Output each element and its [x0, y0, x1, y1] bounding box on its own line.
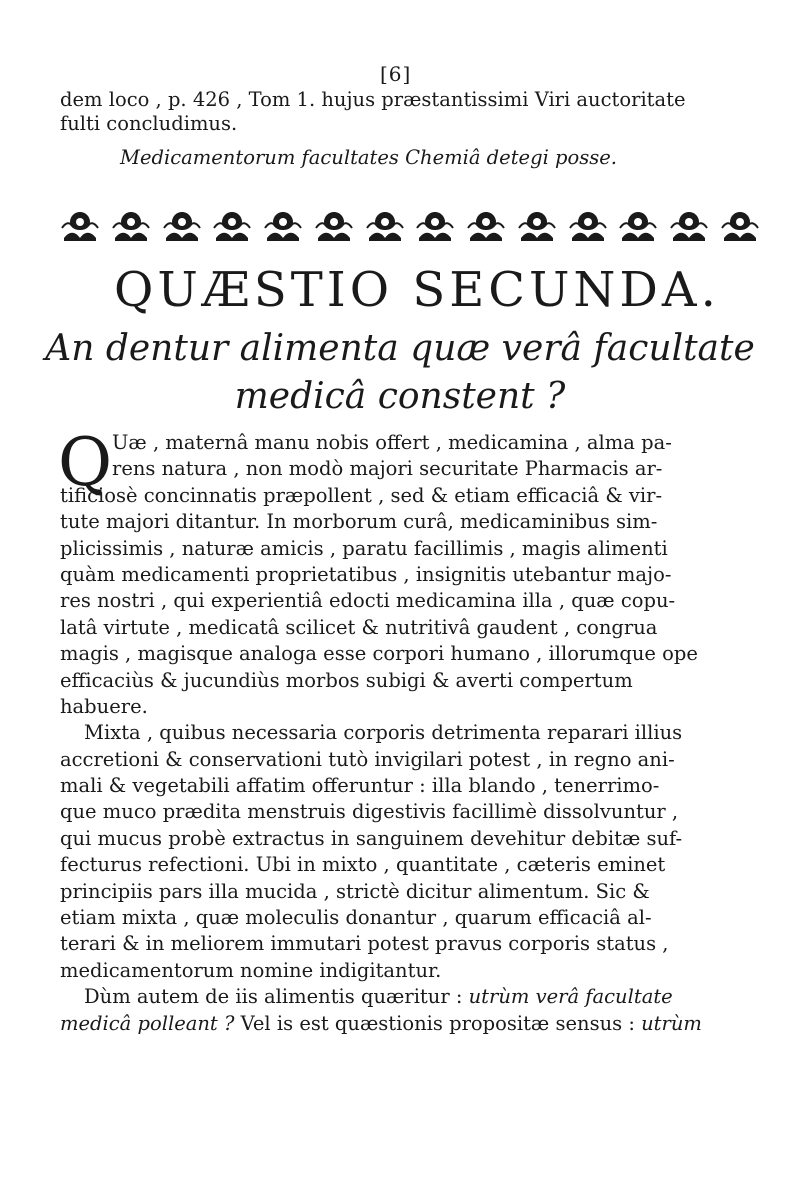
- text-line: que muco prædita menstruis digestivis facillimè dissolvuntur ,: [60, 800, 679, 824]
- printers-fleuron-icon: [415, 208, 455, 244]
- text-run-italic: medicâ polleant ?: [60, 1011, 235, 1035]
- printers-fleuron-icon: [365, 208, 405, 244]
- text-line: [60, 984, 760, 1010]
- printers-fleuron-icon: [212, 208, 252, 244]
- printers-fleuron-icon: [162, 208, 202, 244]
- question-subtitle: medicâ constent ?: [234, 376, 566, 417]
- text-line: rens natura , non modò majori securitate Pharmacis ar-: [112, 457, 663, 481]
- printers-fleuron-icon: [618, 208, 658, 244]
- text-line: medicamentorum nomine indigitantur.: [60, 958, 442, 982]
- printers-fleuron-icon: [517, 208, 557, 244]
- printers-fleuron-icon: [466, 208, 506, 244]
- text-line: tificiosè concinnatis præpollent , sed & etiam efficaciâ & vir-: [60, 483, 663, 507]
- text-run-italic: utrùm verâ facultate: [468, 985, 673, 1009]
- text-run: Dùm autem de iis alimentis quæritur :: [84, 985, 469, 1009]
- printers-fleuron-icon: [314, 208, 354, 244]
- printers-fleuron-icon: [720, 208, 760, 244]
- printers-fleuron-icon: [263, 208, 303, 244]
- text-line: mali & vegetabili affatim offeruntur : illa blando , tenerrimo-: [60, 774, 660, 798]
- carry-over-line: dem loco , p. 426 , Tom 1. hujus præstantissimi Viri auctoritate: [60, 88, 686, 111]
- closing-line: Medicamentorum facultates Chemiâ detegi posse.: [120, 146, 617, 169]
- text-line: etiam mixta , quæ moleculis donantur , quarum efficaciâ al-: [60, 906, 652, 930]
- text-line: fecturus refectioni. Ubi in mixto , quantitate , cæteris eminet: [60, 853, 666, 877]
- text-line: tute majori ditantur. In morborum curâ, medicaminibus sim-: [60, 510, 658, 534]
- carry-over-line: fulti concludimus.: [60, 112, 238, 135]
- text-line: efficaciùs & jucundiùs morbos subigi & averti compertum: [60, 668, 633, 692]
- question-title: QUÆSTIO SECUNDA.: [114, 262, 720, 318]
- text-run-italic: utrùm: [641, 1011, 702, 1035]
- text-line: accretioni & conservationi tutò invigilari potest , in regno ani-: [60, 747, 675, 771]
- text-line: qui mucus probè extractus in sanguinem devehitur debitæ suf-: [60, 826, 683, 850]
- drop-cap: Q: [58, 424, 113, 501]
- text-line: quàm medicamenti proprietatibus , insignitis utebantur majo-: [60, 562, 672, 586]
- page-number: [6]: [380, 62, 412, 86]
- text-line: Mixta , quibus necessaria corporis detrimenta reparari illius: [84, 721, 683, 745]
- printers-fleuron-icon: [60, 208, 100, 244]
- text-line: terari & in meliorem immutari potest pravus corporis status ,: [60, 932, 669, 956]
- text-line: principiis pars illa mucida , strictè dicitur alimentum. Sic &: [60, 879, 650, 903]
- printers-fleuron-icon: [111, 208, 151, 244]
- text-line: [60, 1011, 760, 1037]
- printers-fleuron-icon: [669, 208, 709, 244]
- text-run: Vel is est quæstionis propositæ sensus :: [234, 1011, 642, 1035]
- text-line: magis , magisque analoga esse corpori humano , illorumque ope: [60, 642, 698, 666]
- question-subtitle: An dentur alimenta quæ verâ facultate: [45, 328, 755, 369]
- text-line: res nostri , qui experientiâ edocti medicamina illa , quæ copu-: [60, 589, 676, 613]
- text-line: habuere.: [60, 694, 148, 718]
- fleuron-ornament-row: [60, 206, 760, 246]
- printers-fleuron-icon: [568, 208, 608, 244]
- text-line: plicissimis , naturæ amicis , paratu facillimis , magis alimenti: [60, 536, 668, 560]
- text-line: latâ virtute , medicatâ scilicet & nutritivâ gaudent , congrua: [60, 615, 658, 639]
- text-line: Uæ , maternâ manu nobis offert , medicamina , alma pa-: [112, 431, 672, 454]
- body-text: [58, 424, 760, 1037]
